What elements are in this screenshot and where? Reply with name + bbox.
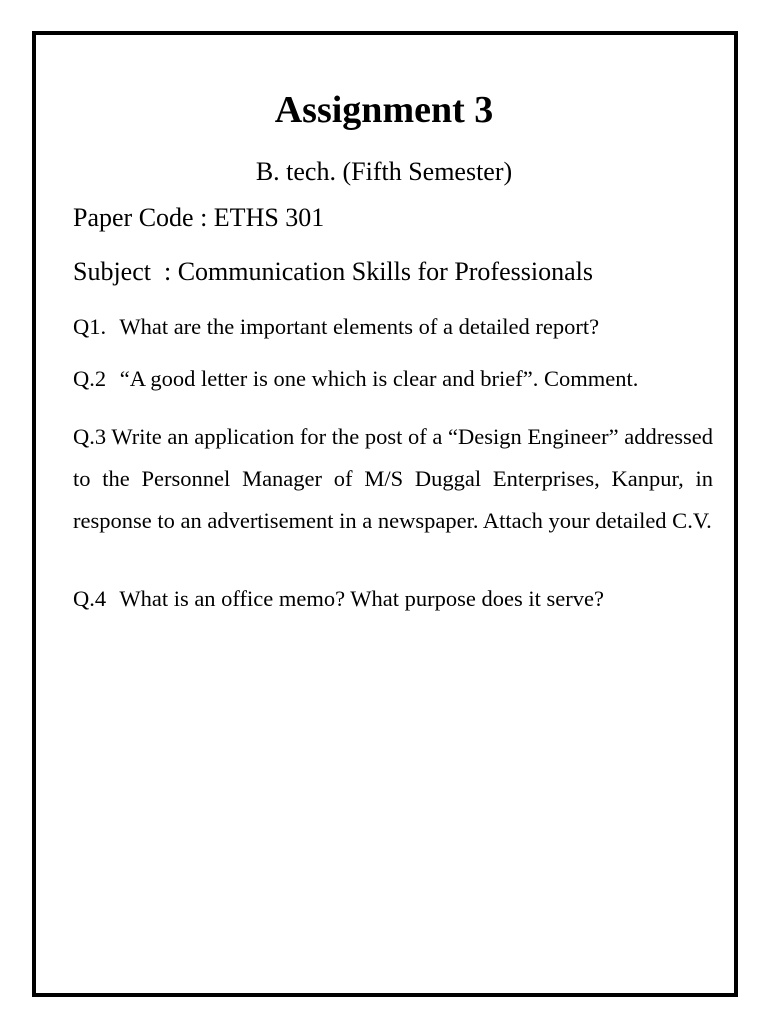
- assignment-title: Assignment 3: [274, 89, 494, 131]
- course-subtitle: B. tech. (Fifth Semester): [255, 157, 513, 186]
- question-2: [73, 364, 713, 394]
- question-2-text: “A good letter is one which is clear and brief”. Comment.: [119, 366, 639, 391]
- subject-line: Subject : Communication Skills for Professionals: [73, 257, 593, 286]
- question-1-number: Q1.: [73, 314, 107, 339]
- question-4: [73, 584, 713, 614]
- question-3-number: Q.3: [73, 424, 107, 449]
- question-1: [73, 312, 713, 342]
- question-2-number: Q.2: [73, 366, 107, 391]
- question-3: [73, 416, 713, 542]
- paper-code: Paper Code : ETHS 301: [73, 203, 325, 232]
- question-1-text: What are the important elements of a detailed report?: [119, 314, 600, 339]
- question-3-text: Write an application for the post of a “Design Engineer” addressed to the Personnel Manager of M/S Duggal Enterprises, Kanpur, in response to an advertisement in a newspaper. Attach your detailed C.V.: [73, 424, 714, 533]
- question-4-number: Q.4: [73, 586, 107, 611]
- question-4-text: What is an office memo? What purpose does it serve?: [119, 586, 604, 611]
